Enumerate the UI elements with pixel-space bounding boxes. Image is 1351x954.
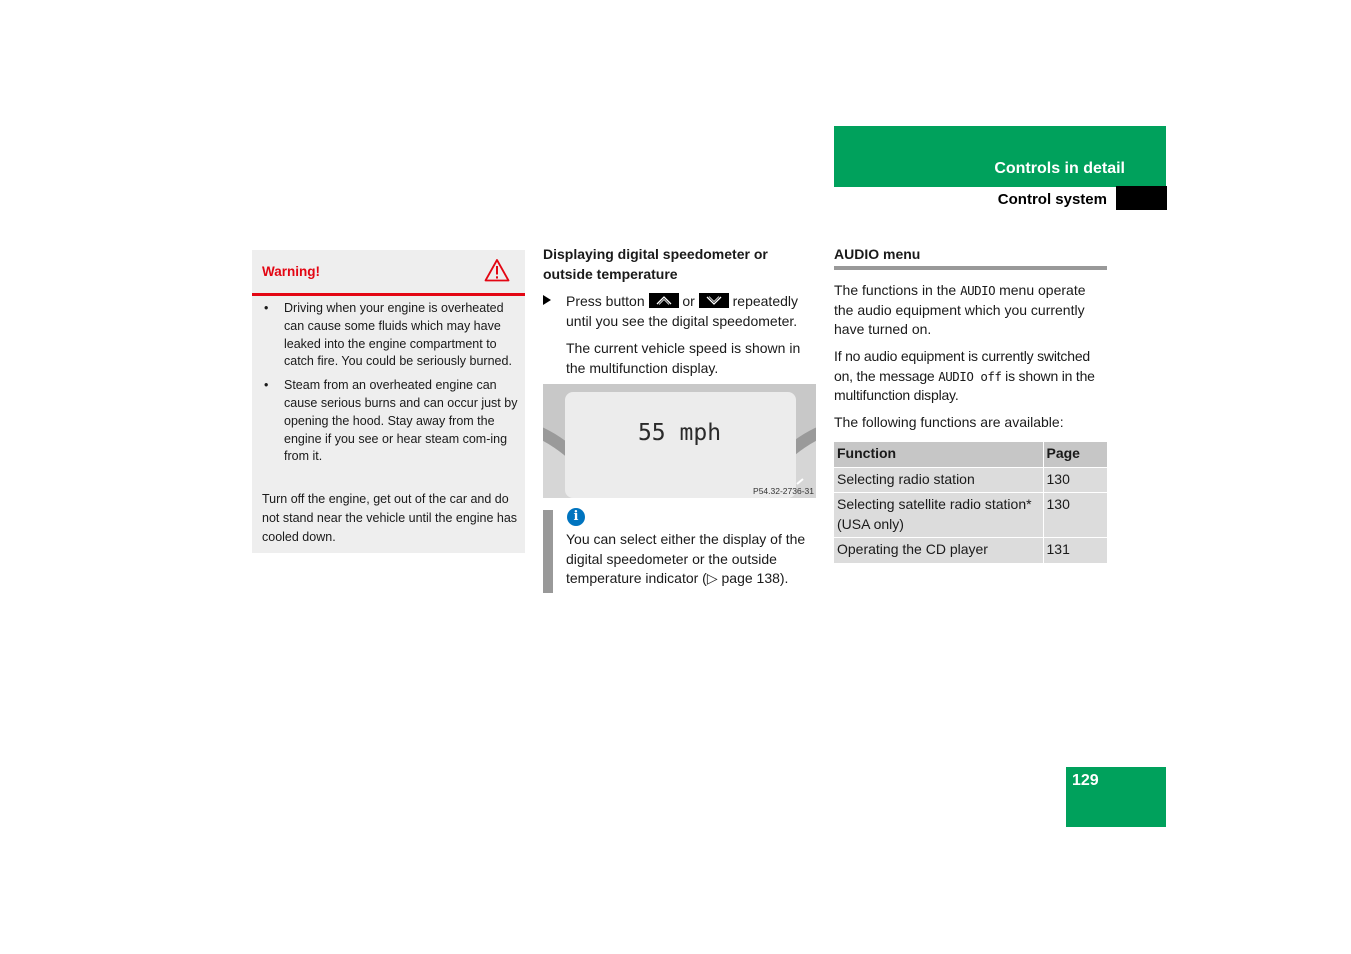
page-cell: 130 <box>1043 467 1107 493</box>
audio-paragraph-2: If no audio equipment is currently switched on, the message AUDIO off is shown in the multifunction display. <box>834 348 1095 403</box>
table-row <box>834 493 1107 538</box>
warning-triangle-icon <box>484 258 510 282</box>
column-header-function: Function <box>834 442 1043 467</box>
audio-paragraph-1: The functions in the AUDIO menu operate the audio equipment which you currently have turned on. <box>834 282 1086 337</box>
function-cell: Selecting satellite radio station* (USA only) <box>834 493 1043 538</box>
info-note <box>543 508 816 593</box>
page-cell: 131 <box>1043 538 1107 563</box>
warning-bullet: • Driving when your engine is overheated can cause some fluids which may have leaked into the engine compartment to catch fire. You could be seriously burned. <box>264 301 512 369</box>
function-cell: Selecting radio station <box>834 467 1043 493</box>
table-row <box>834 538 1107 563</box>
page-cell: 130 <box>1043 493 1107 538</box>
display-code-audio: AUDIO <box>960 283 996 298</box>
table-header-row <box>834 442 1107 467</box>
info-note-text: You can select either the display of the digital speedometer or the outside temperature indicator (▷ page 138). <box>566 531 806 586</box>
warning-title: Warning! <box>262 264 320 279</box>
header-tab-marker <box>1116 186 1167 210</box>
button-down-icon <box>699 293 729 308</box>
functions-table <box>834 442 1107 563</box>
warning-footer: Turn off the engine, get out of the car and do not stand near the vehicle until the engine has cooled down. <box>262 492 518 544</box>
warning-header <box>252 250 525 296</box>
step-arrow-icon <box>543 295 551 305</box>
instrument-cluster-image <box>543 384 816 498</box>
instruction-step: Press button or repeatedly until you see the digital speedometer. <box>543 291 815 331</box>
function-cell: Operating the CD player <box>834 538 1043 563</box>
warning-bullet: • Steam from an overheated engine can cause serious burns and can occur just by opening the hood. Stay away from the engine if you see or hear steam com-ing from it. <box>264 378 518 464</box>
warning-list <box>262 300 518 472</box>
page-number: 129 <box>1072 772 1099 789</box>
warning-box <box>252 250 525 553</box>
bullet-icon: • <box>264 378 269 393</box>
subsection-title: Control system <box>997 191 1107 208</box>
heading-divider <box>834 266 1107 270</box>
info-icon: i <box>567 508 585 526</box>
speedometer-heading: Displaying digital speedometer or outside temperature <box>543 246 768 282</box>
bullet-icon: • <box>264 301 269 315</box>
button-up-icon <box>649 293 679 308</box>
audio-menu-heading: AUDIO menu <box>834 246 921 262</box>
digital-speed-readout: 55 mph <box>637 420 722 446</box>
display-code-audio-off: AUDIO off <box>938 368 1002 384</box>
note-bar <box>543 510 553 593</box>
image-reference-code: P54.32-2736-31 <box>753 486 814 496</box>
audio-paragraph-3: The following functions are available: <box>834 414 1064 430</box>
section-title: Controls in detail <box>994 160 1125 177</box>
step-result: The current vehicle speed is shown in the multifunction display. <box>566 340 801 376</box>
column-header-page: Page <box>1043 442 1107 467</box>
table-row <box>834 467 1107 493</box>
